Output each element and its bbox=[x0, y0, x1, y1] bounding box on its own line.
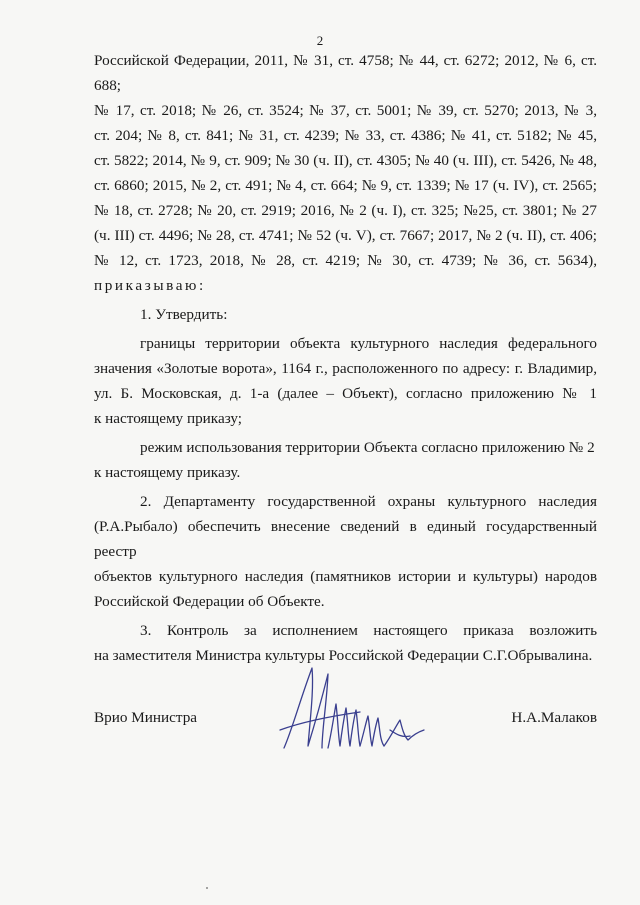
document-body bbox=[94, 48, 597, 668]
item1-boundaries-line: ул. Б. Московская, д. 1-а (далее – Объект), согласно приложению № 1 bbox=[94, 385, 597, 402]
legal-reference-line: ст. 6860; 2015, № 2, ст. 491; № 4, ст. 664; № 9, ст. 1339; № 17 (ч. IV), ст. 2565; bbox=[94, 177, 597, 194]
item1-regime-line: к настоящему приказу. bbox=[94, 464, 241, 481]
item3-line: на заместителя Министра культуры Российской Федерации С.Г.Обрывалина. bbox=[94, 647, 593, 664]
legal-reference-line: № 18, ст. 2728; № 20, ст. 2919; 2016, № 2 (ч. I), ст. 325; №25, ст. 3801; № 27 bbox=[94, 202, 597, 219]
item2-line: (Р.А.Рыбало) обеспечить внесение сведений в единый государственный реестр bbox=[94, 518, 597, 560]
scan-speck bbox=[206, 887, 208, 889]
signatory-name: Н.А.Малаков bbox=[511, 709, 597, 726]
legal-reference-line: № 17, ст. 2018; № 26, ст. 3524; № 37, ст. 5001; № 39, ст. 5270; 2013, № 3, bbox=[94, 102, 597, 119]
legal-reference-line: (ч. III) ст. 4496; № 28, ст. 4741; № 52 (ч. V), ст. 7667; 2017, № 2 (ч. II), ст. 406; bbox=[94, 227, 597, 244]
legal-reference-line: ст. 204; № 8, ст. 841; № 31, ст. 4239; № 33, ст. 4386; № 41, ст. 5182; № 45, bbox=[94, 127, 597, 144]
signatory-title: Врио Министра bbox=[94, 709, 198, 726]
item1-boundaries-line: значения «Золотые ворота», 1164 г., расположенного по адресу: г. Владимир, bbox=[94, 360, 597, 377]
signature-block bbox=[94, 703, 597, 733]
item3-line: 3. Контроль за исполнением настоящего приказа возложить bbox=[140, 622, 597, 639]
item1-boundaries-line: к настоящему приказу; bbox=[94, 410, 242, 427]
item1-regime-line: режим использования территории Объекта согласно приложению № 2 bbox=[140, 439, 595, 456]
legal-reference-line: № 12, ст. 1723, 2018, № 28, ст. 4219; № 30, ст. 4739; № 36, ст. 5634), bbox=[94, 252, 597, 269]
item2-line: объектов культурного наследия (памятников истории и культуры) народов bbox=[94, 568, 597, 585]
item1-boundaries-line: границы территории объекта культурного наследия федерального bbox=[140, 335, 597, 352]
item2-line: Российской Федерации об Объекте. bbox=[94, 593, 325, 610]
legal-reference-line: ст. 5822; 2014, № 9, ст. 909; № 30 (ч. II), ст. 4305; № 40 (ч. III), ст. 5426, № 48, bbox=[94, 152, 597, 169]
page-number: 2 bbox=[316, 33, 324, 48]
item2-line: 2. Департаменту государственной охраны культурного наследия bbox=[140, 493, 597, 510]
legal-reference-line: Российской Федерации, 2011, № 31, ст. 4758; № 44, ст. 6272; 2012, № 6, ст. 688; bbox=[94, 52, 597, 94]
order-word: приказываю: bbox=[94, 277, 206, 294]
item1-title: 1. Утвердить: bbox=[140, 306, 228, 323]
